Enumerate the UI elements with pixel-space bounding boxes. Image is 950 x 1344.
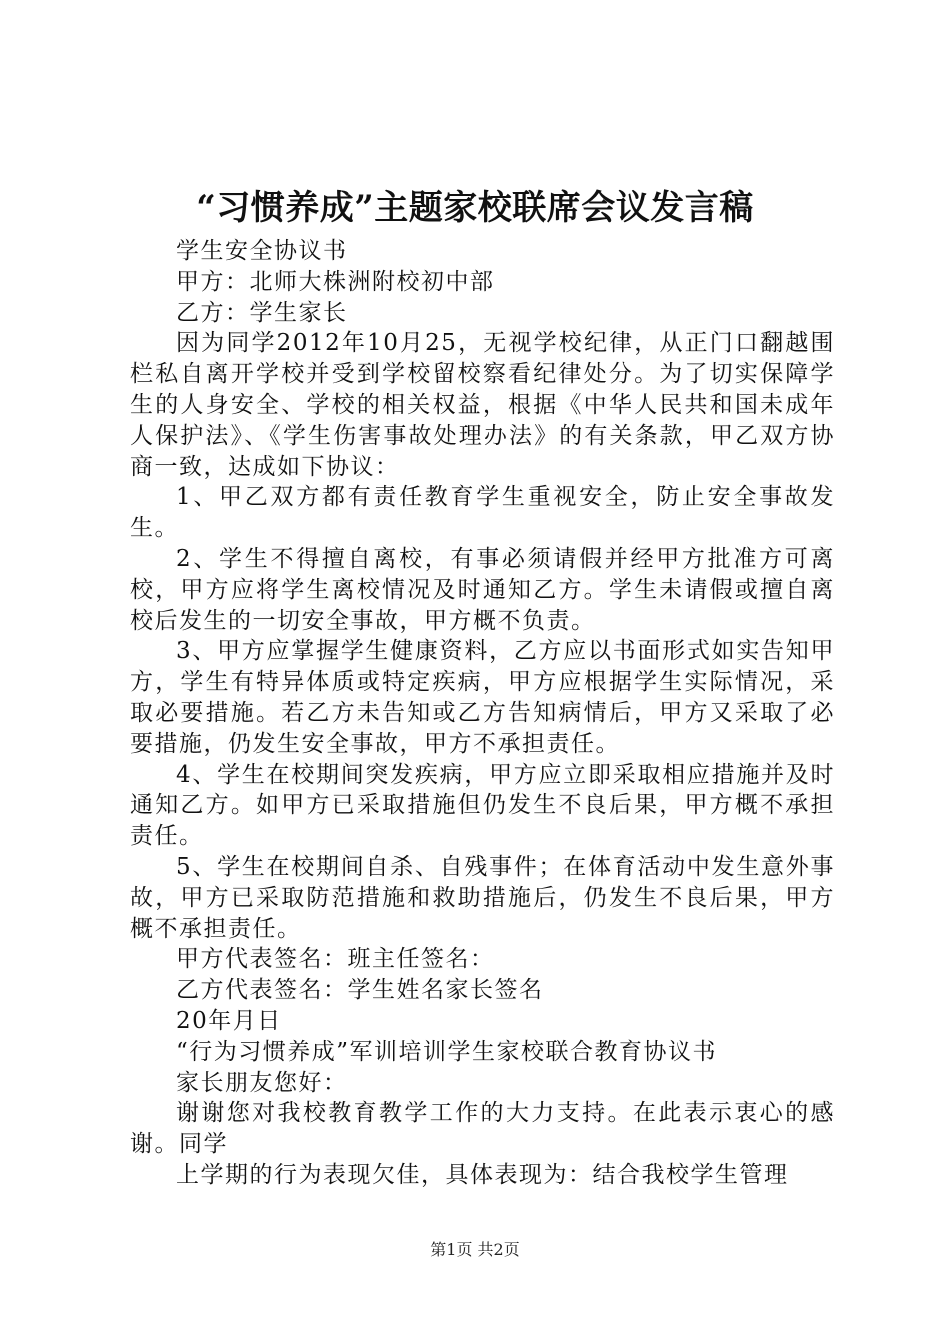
paragraph: 家长朋友您好： xyxy=(176,1069,348,1096)
paragraph: “行为习惯养成”军训培训学生家校联合教育协议书 xyxy=(176,1038,718,1065)
paragraph: 2、学生不得擅自离校，有事必须请假并经甲方批准方可离校，甲方应将学生离校情况及时通知乙方。学生未请假或擅自离校后发生的一切安全事故，甲方概不负责。 xyxy=(130,545,835,634)
page-footer: 第1页 共2页 xyxy=(430,1240,520,1259)
document-title: “习惯养成”主题家校联席会议发言稿 xyxy=(196,188,754,228)
paragraph: 因为同学2012年10月25，无视学校纪律，从正门口翻越围栏私自离开学校并受到学校留校察看纪律处分。为了切实保障学生的人身安全、学校的相关权益，根据《中华人民共和国未成年人保护法》、《学生伤害事故处理办法》的有关条款，甲乙双方协商一致，达成如下协议： xyxy=(130,330,835,480)
paragraph: 1、甲乙双方都有责任教育学生重视安全，防止安全事故发生。 xyxy=(130,484,835,542)
paragraph: 甲方：北师大株洲附校初中部 xyxy=(176,268,495,295)
paragraph: 学生安全协议书 xyxy=(176,238,348,264)
paragraph: 上学期的行为表现欠佳，具体表现为：结合我校学生管理 xyxy=(176,1161,789,1188)
paragraph: 谢谢您对我校教育教学工作的大力支持。在此表示衷心的感谢。同学 xyxy=(130,1100,835,1158)
document-body xyxy=(130,236,835,1191)
paragraph: 20年月日 xyxy=(176,1007,282,1034)
paragraph: 甲方代表签名：班主任签名： xyxy=(176,946,495,973)
paragraph: 乙方：学生家长 xyxy=(176,299,348,326)
paragraph: 4、学生在校期间突发疾病，甲方应立即采取相应措施并及时通知乙方。如甲方已采取措施但仍发生不良后果，甲方概不承担责任。 xyxy=(130,761,835,850)
paragraph: 乙方代表签名：学生姓名家长签名 xyxy=(176,977,544,1004)
paragraph: 3、甲方应掌握学生健康资料，乙方应以书面形式如实告知甲方，学生有特异体质或特定疾病，甲方应根据学生实际情况，采取必要措施。若乙方未告知或乙方告知病情后，甲方又采取了必要措施，仍发生安全事故，甲方不承担责任。 xyxy=(130,638,835,757)
paragraph: 5、学生在校期间自杀、自残事件；在体育活动中发生意外事故，甲方已采取防范措施和救助措施后，仍发生不良后果，甲方概不承担责任。 xyxy=(130,853,835,942)
